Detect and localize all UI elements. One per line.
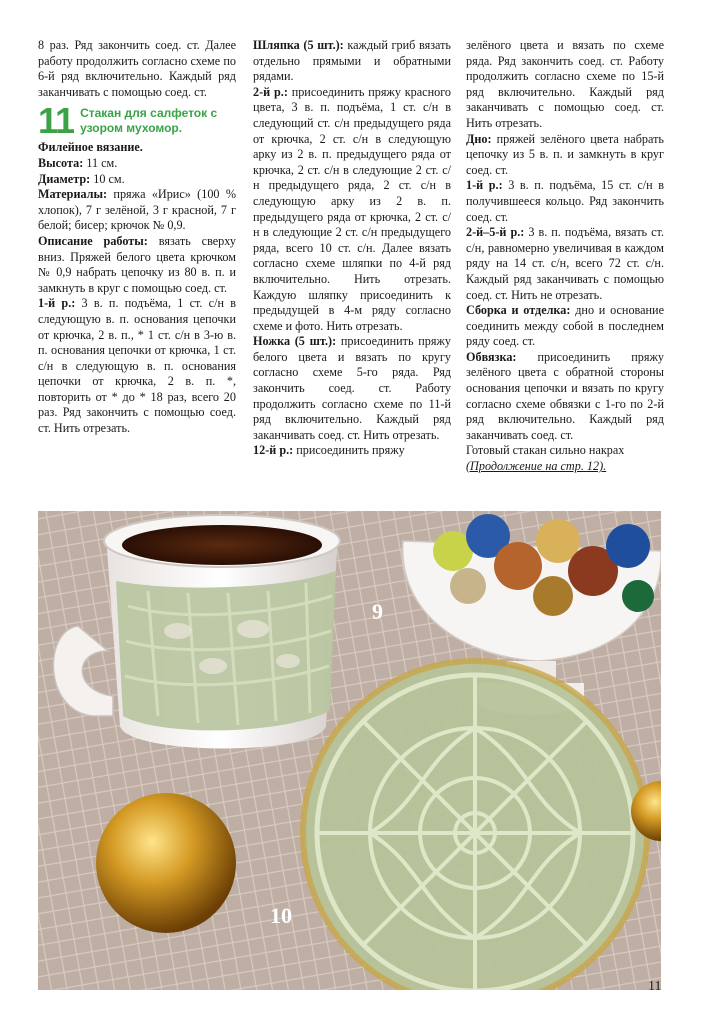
height-value: 11 см. <box>83 155 118 170</box>
section-title: Стакан для салфеток с узором мухомор. <box>80 106 218 136</box>
assembly-label: Сборка и отделка: <box>466 303 571 318</box>
crochet-sleeve <box>116 571 336 730</box>
materials-value: пряжа «Ирис» (100 % хлопок), 7 г зелёной, 3 г красной, 7 г белой; бисер; крючок № 0,9. <box>38 187 236 233</box>
paragraph-continuation: 8 раз. Ряд закончить соед. ст. Далее работу продолжить согласно схеме по 6-й ряд включительно. Каждый ряд заканчивать с помощью соед. ст. <box>38 38 236 99</box>
photo-label-9: 9 <box>372 599 383 624</box>
row12-value: присоединить пряжу <box>293 443 405 458</box>
text-column-3 <box>466 38 664 475</box>
bottom-row1-value: 3 в. п. подъёма, 15 ст. с/н в получившееся кольцо. Ряд закончить соед. ст. <box>466 178 664 224</box>
text-column-1 <box>38 38 236 437</box>
leg-label: Ножка (5 шт.): <box>253 334 337 349</box>
text-column-2 <box>253 38 451 459</box>
gold-ornament-left <box>96 793 236 933</box>
binding-label: Обвязка: <box>466 349 517 364</box>
bottom-rows2-5-label: 2-й–5-й р.: <box>466 225 525 240</box>
section-heading <box>38 100 236 142</box>
page-number: 11 <box>648 979 662 994</box>
paragraph-continuation: зелёного цвета и вязать по схеме ряда. Ряд закончить соед. ст. Работу продолжить согласно схеме по 15-й ряд включительно. Каждый ряд заканчивать с помощью соед. ст. Нить отрезать. <box>466 38 664 130</box>
bottom-rows2-5-value: 3 в. п. подъёма, вязать ст. с/н, равномерно увеличивая в каждом ряду на 14 ст. с/н, всего 72 ст. с/н. Каждый ряд заканчивать с помощью соед. ст. Нить не отрезать. <box>466 225 664 302</box>
continued-link[interactable]: (Продолжение на стр. 12). <box>466 459 607 474</box>
row1-label: 1-й р.: <box>38 296 76 311</box>
photo-label-10: 10 <box>270 903 292 928</box>
row2-label: 2-й р.: <box>253 84 288 99</box>
bottom-value: пряжей зелёного цвета набрать цепочку из 5 в. п. и замкнуть в круг соед. ст. <box>466 131 664 177</box>
photo-illustration <box>38 511 661 990</box>
description-value: вязать сверху вниз. Пряжей белого цвета крючком № 0,9 набрать цепочку из 80 в. п. и замкнуть в круг с помощью соед. ст. <box>38 233 237 295</box>
filet-label: Филейное вязание. <box>38 140 143 155</box>
final-text: Готовый стакан сильно накрах <box>466 443 625 458</box>
bottom-label: Дно: <box>466 131 492 146</box>
crochet-coaster <box>303 661 647 990</box>
row2-value: присоединить пряжу красного цвета, 3 в. п. подъёма, 1 ст. с/н в следующий ст. с/н предыдущего ряда от крючка, 2 ст. с/н в следующую арку из 2 в. п. предыдущего ряда от крючка, 2 ст. с/н в следующие 2 ст. с/н предыдущего ряда, 2 ст. с/н в следующую арку из 2 в. п. предыдущего ряда от крючка, 2 ст. с/н в следующие 2 ст. с/н предыдущего ряда, всего 10 ст. с/н. Далее вязать согласно схеме шляпки по 4-й ряд включительно. Нить отрезать. Каждую шляпку присоединить к предыдущей в 4-м ряду согласно схеме и фото. Нить отрезать. <box>253 84 451 333</box>
hat-label: Шляпка (5 шт.): <box>253 38 344 52</box>
diameter-value: 10 см. <box>90 171 125 186</box>
bottom-row1-label: 1-й р.: <box>466 178 503 193</box>
materials-label: Материалы: <box>38 187 108 202</box>
product-photo <box>38 511 661 990</box>
height-label: Высота: <box>38 155 84 170</box>
leg-value: присоединить пряжу белого цвета и вязать по кругу согласно схеме 5-го ряда. Ряд закончить соед. ст. Работу продолжить согласно схеме по 11-й ряд включительно. Каждый ряд заканчивать соед. ст. Нить отрезать. <box>253 334 451 442</box>
row12-label: 12-й р.: <box>253 443 294 458</box>
row1-value: 3 в. п. подъёма, 1 ст. с/н в следующую в. п. основания цепочки от крючка, 2 в. п., * 1 ст. с/н в 3-ю в. п. основания цепочки от крючка, 1 ст. с/н в следующую в. п. основания цепочки от крючка, 2 в. п. *, повторить от * до * 18 раз, всего 20 раз. Ряд закончить с помощью соед. ст. Нить отрезать. <box>38 296 237 436</box>
assembly-value: дно и основание соединить между собой в последнем ряду соед. ст. <box>466 303 664 349</box>
description-label: Описание работы: <box>38 233 148 248</box>
hat-value: каждый гриб вязать отдельно прямыми и обратными рядами. <box>253 38 451 84</box>
diameter-label: Диаметр: <box>38 171 91 186</box>
section-number: 11 <box>38 100 75 142</box>
binding-value: присоединить пряжу зелёного цвета с обратной стороны основания цепочки и вязать по кругу согласно схеме обвязки с 1-го по 2-й ряд включительно. Каждый ряд заканчивать соед. ст. <box>466 349 664 442</box>
